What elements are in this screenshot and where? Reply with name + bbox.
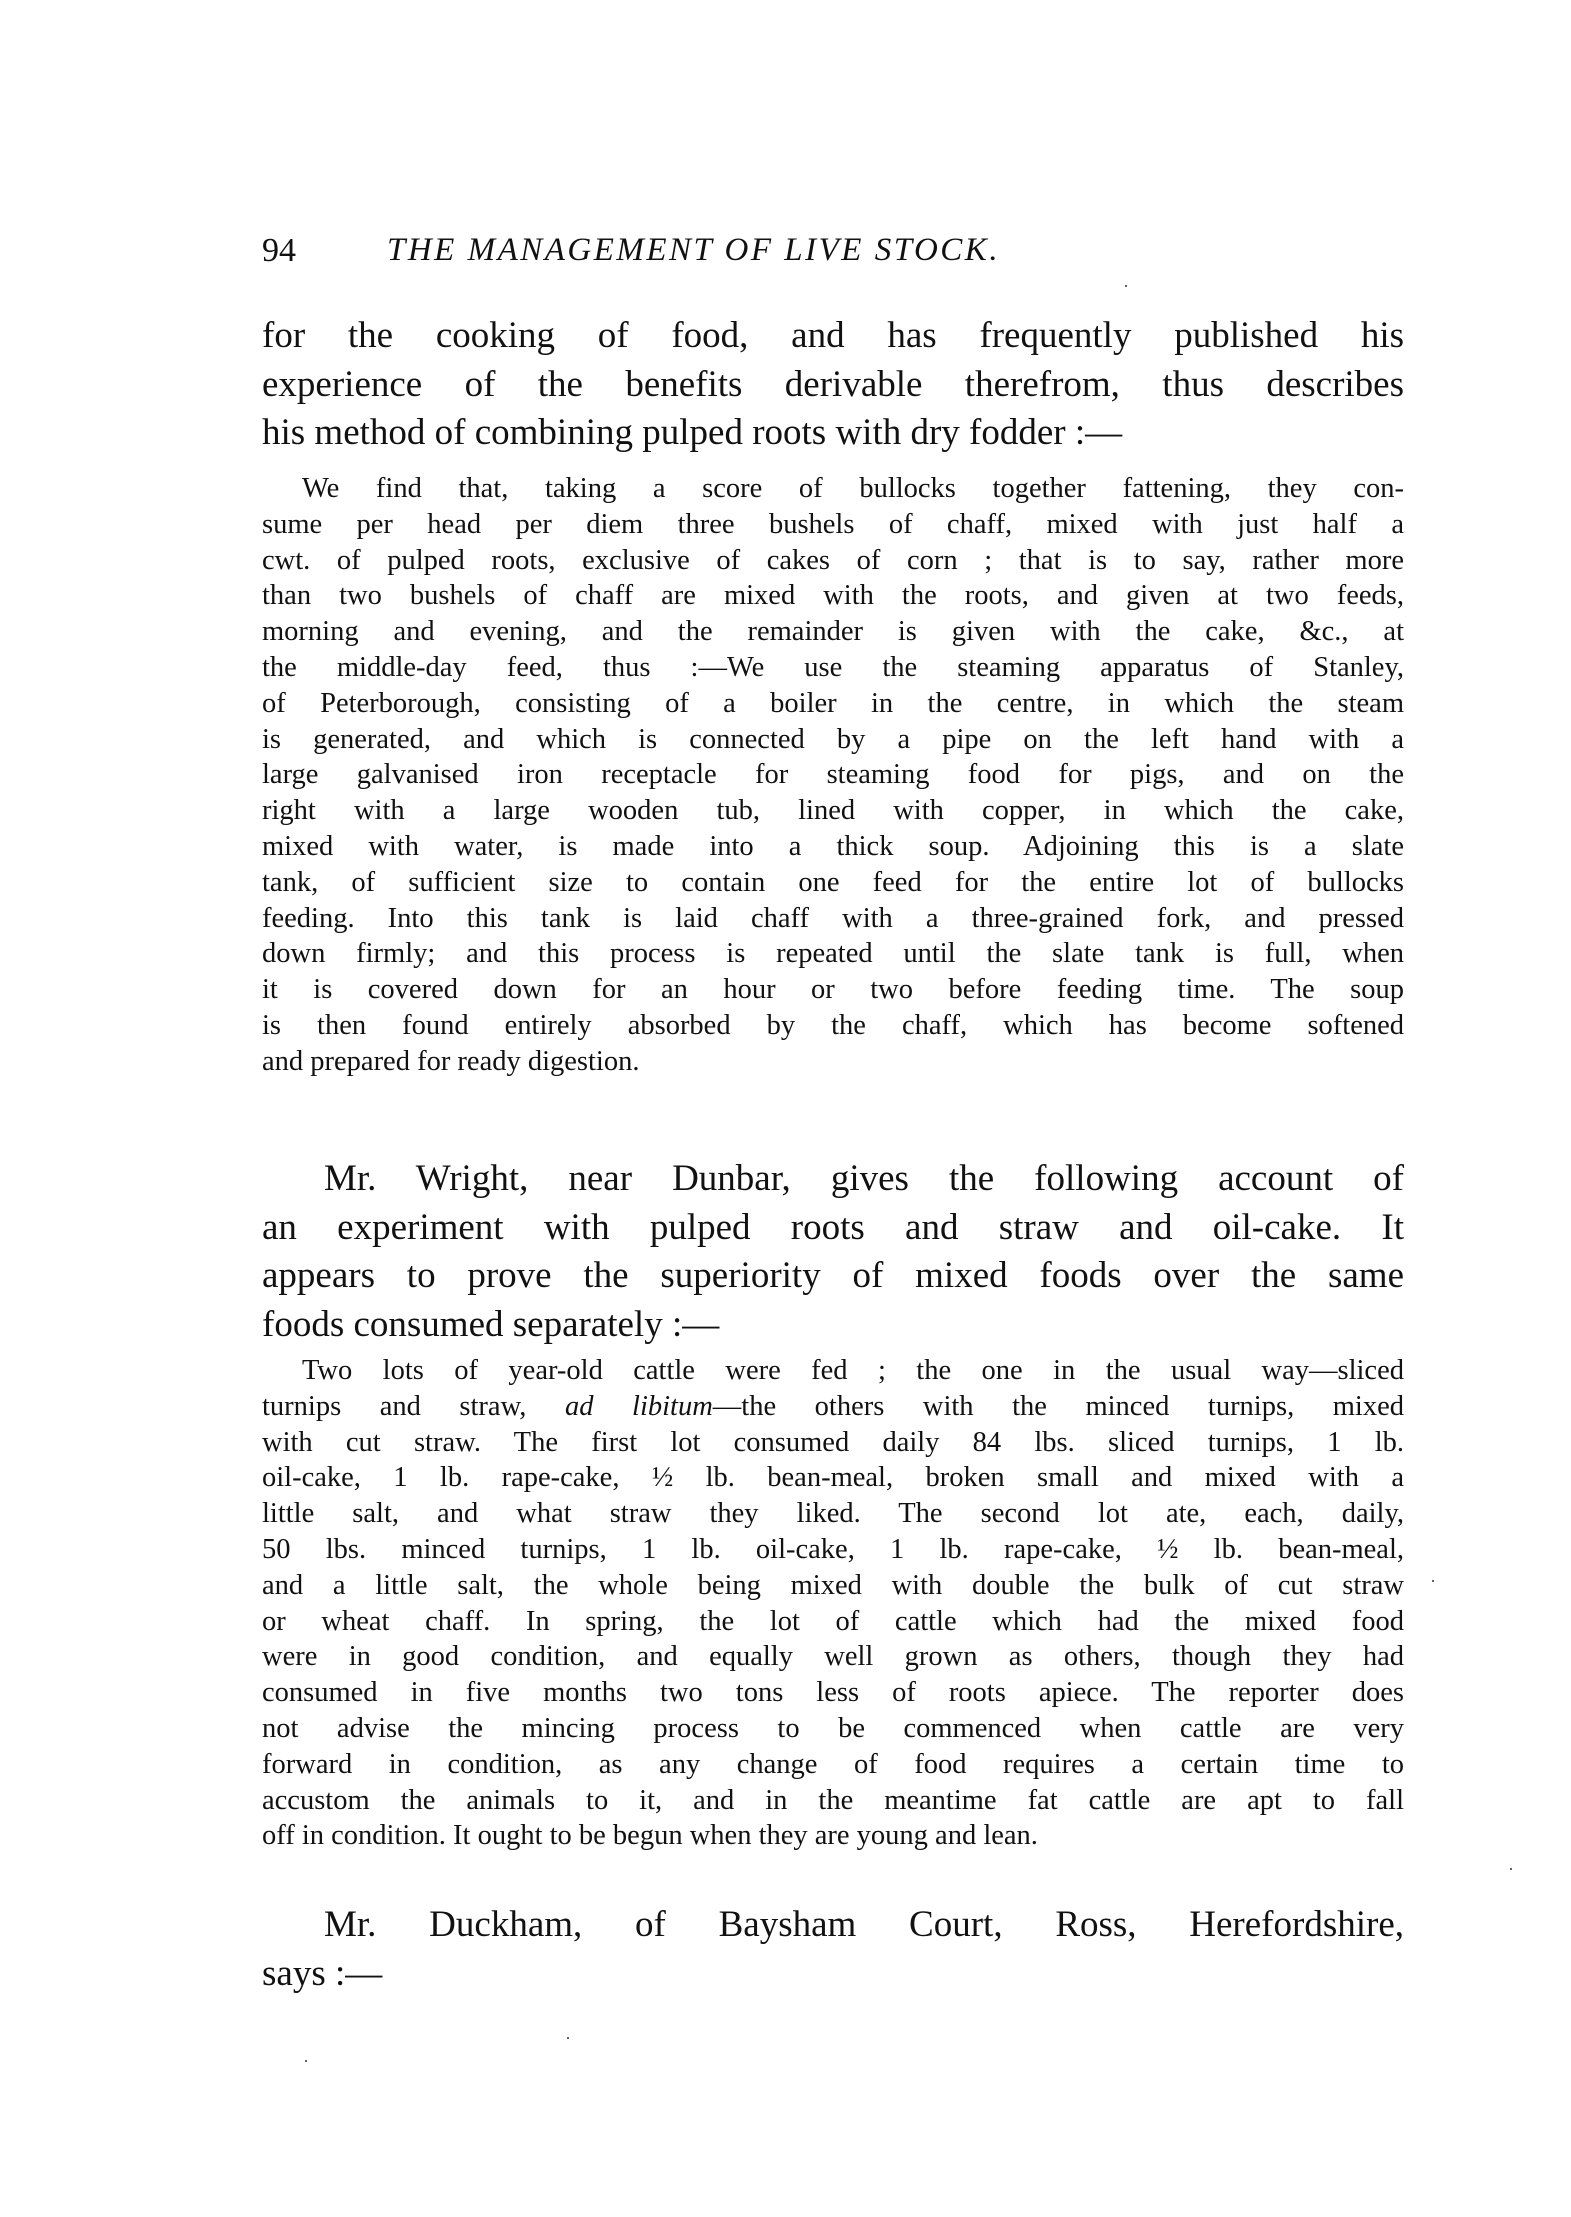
text-line: Two lots of year-old cattle were fed ; the one in the usual way—sliced bbox=[302, 1355, 1404, 1386]
page-number: 94 bbox=[262, 232, 296, 269]
quotation-steaming-apparatus bbox=[262, 471, 1404, 1080]
text-line: Mr. Duckham, of Baysham Court, Ross, Herefordshire, bbox=[324, 1904, 1404, 1945]
text-line: mixed with water, is made into a thick soup. Adjoining this is a slate bbox=[262, 830, 1404, 862]
text-line: with cut straw. The first lot consumed daily 84 lbs. sliced turnips, 1 lb. bbox=[262, 1426, 1404, 1458]
text-line: than two bushels of chaff are mixed with the roots, and given at two feeds, bbox=[262, 580, 1404, 612]
text-line: says :— bbox=[262, 1952, 383, 1994]
print-speck bbox=[305, 2060, 307, 2062]
text-line: We find that, taking a score of bullocks together fattening, they con- bbox=[302, 473, 1404, 504]
text-line: 50 lbs. minced turnips, 1 lb. oil-cake, 1 lb. rape-cake, ½ lb. bean-meal, bbox=[262, 1533, 1404, 1565]
text-line: is generated, and which is connected by a pipe on the left hand with a bbox=[262, 723, 1404, 755]
text-line: cwt. of pulped roots, exclusive of cakes of corn ; that is to say, rather more bbox=[262, 544, 1404, 576]
text-line: Mr. Wright, near Dunbar, gives the following account of bbox=[324, 1158, 1404, 1199]
running-title: THE MANAGEMENT OF LIVE STOCK. bbox=[387, 232, 1001, 268]
text-line: accustom the animals to it, and in the meantime fat cattle are apt to fall bbox=[262, 1784, 1404, 1816]
text-line: foods consumed separately :— bbox=[262, 1303, 720, 1345]
text-segment: turnips and straw, bbox=[262, 1390, 565, 1422]
text-line: for the cooking of food, and has frequently published his bbox=[262, 315, 1404, 356]
text-segment: —the others with the minced turnips, mixed bbox=[712, 1390, 1404, 1422]
text-line bbox=[262, 1389, 1404, 1425]
text-line: an experiment with pulped roots and straw and oil-cake. It bbox=[262, 1206, 1404, 1248]
quotation-wright-experiment bbox=[262, 1353, 1404, 1854]
text-line: large galvanised iron receptacle for steaming food for pigs, and on the bbox=[262, 759, 1404, 791]
print-speck bbox=[567, 2037, 569, 2039]
text-line: right with a large wooden tub, lined with copper, in which the cake, bbox=[262, 795, 1404, 827]
text-line: and a little salt, the whole being mixed with double the bulk of cut straw bbox=[262, 1569, 1404, 1601]
text-line: down firmly; and this process is repeated until the slate tank is full, when bbox=[262, 938, 1404, 970]
text-line: not advise the mincing process to be commenced when cattle are very bbox=[262, 1712, 1404, 1744]
text-line: appears to prove the superiority of mixed foods over the same bbox=[262, 1255, 1404, 1296]
text-line: experience of the benefits derivable therefrom, thus describes bbox=[262, 363, 1404, 405]
text-line: of Peterborough, consisting of a boiler in the centre, in which the steam bbox=[262, 687, 1404, 719]
text-line: little salt, and what straw they liked. The second lot ate, each, daily, bbox=[262, 1498, 1404, 1530]
paragraph-intro bbox=[262, 312, 1404, 458]
text-line: is then found entirely absorbed by the chaff, which has become softened bbox=[262, 1009, 1404, 1041]
text-line: the middle-day feed, thus :—We use the steaming apparatus of Stanley, bbox=[262, 651, 1404, 683]
text-line: consumed in five months two tons less of roots apiece. The reporter does bbox=[262, 1677, 1404, 1709]
print-speck bbox=[1432, 1580, 1434, 1582]
text-line: were in good condition, and equally well grown as others, though they had bbox=[262, 1641, 1404, 1673]
latin-phrase: ad libitum bbox=[564, 1390, 713, 1422]
print-speck bbox=[1125, 285, 1127, 287]
text-line: oil-cake, 1 lb. rape-cake, ½ lb. bean-meal, broken small and mixed with a bbox=[262, 1462, 1404, 1494]
text-line: forward in condition, as any change of food requires a certain time to bbox=[262, 1748, 1404, 1780]
paragraph-duckham bbox=[262, 1901, 1404, 1998]
print-speck bbox=[1510, 1868, 1512, 1870]
text-line: and prepared for ready digestion. bbox=[262, 1045, 640, 1077]
text-line: morning and evening, and the remainder is given with the cake, &c., at bbox=[262, 616, 1404, 648]
text-line: off in condition. It ought to be begun when they are young and lean. bbox=[262, 1820, 1038, 1852]
text-line: it is covered down for an hour or two before feeding time. The soup bbox=[262, 974, 1404, 1006]
paragraph-wright bbox=[262, 1155, 1404, 1349]
running-head bbox=[262, 232, 1404, 280]
text-line: or wheat chaff. In spring, the lot of cattle which had the mixed food bbox=[262, 1605, 1404, 1637]
text-line: tank, of sufficient size to contain one feed for the entire lot of bullocks bbox=[262, 866, 1404, 898]
text-line: feeding. Into this tank is laid chaff with a three-grained fork, and pressed bbox=[262, 902, 1404, 934]
text-line: sume per head per diem three bushels of chaff, mixed with just half a bbox=[262, 508, 1404, 540]
text-line: his method of combining pulped roots with dry fodder :— bbox=[262, 412, 1123, 453]
